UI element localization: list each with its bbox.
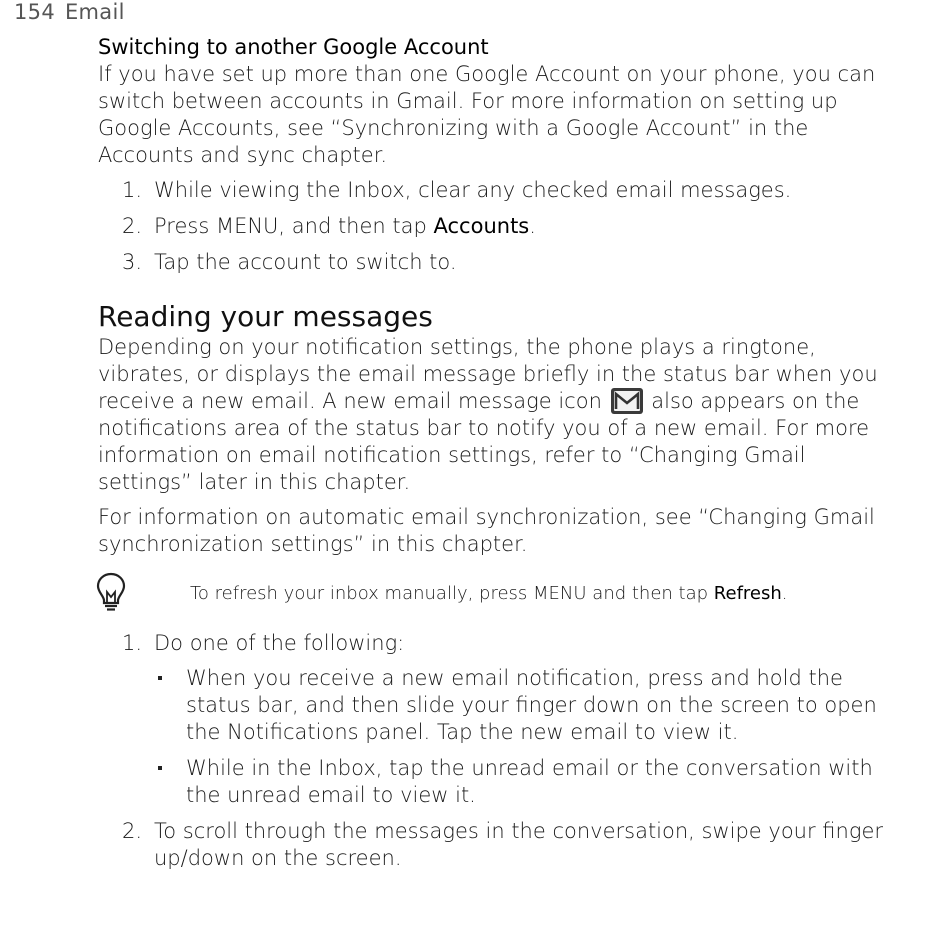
list-item <box>98 630 898 809</box>
step-text: While viewing the Inbox, clear any checked email messages. <box>154 178 792 202</box>
step-text: To scroll through the messages in the conversation, swipe your finger up/down on the screen. <box>154 819 883 870</box>
switching-steps <box>98 177 898 276</box>
list-item <box>98 818 898 872</box>
page-number: 154 <box>14 0 55 24</box>
step-number: 1. <box>122 631 143 655</box>
bullet-list <box>154 665 898 809</box>
bullet-item <box>154 665 898 746</box>
list-item <box>98 213 898 240</box>
accounts-label: Accounts <box>433 214 530 238</box>
step-text: Do one of the following: <box>154 631 405 655</box>
para1-text-before: Depending on your notification settings, the phone plays a ringtone, vibrates, or displays the email message briefly in the status bar when you receive a new email. A new email message icon <box>98 335 878 413</box>
bullet-marker <box>158 766 162 770</box>
step-number: 2. <box>122 214 143 238</box>
tip-text-before: To refresh your inbox manually, press MENU and then tap <box>190 583 714 604</box>
lightbulb-icon <box>96 572 126 619</box>
bullet-text: While in the Inbox, tap the unread email or the conversation with the unread email to view it. <box>186 756 873 807</box>
bullet-text: When you receive a new email notification, press and hold the status bar, and then slide your finger down on the screen to open the Notifications panel. Tap the new email to view it. <box>186 666 877 744</box>
list-item <box>98 177 898 204</box>
step-text: Press MENU, and then tap <box>154 214 434 238</box>
reading-para1 <box>98 334 898 496</box>
tip-text <box>190 572 898 606</box>
tip-text-end: . <box>781 583 788 604</box>
gmail-new-message-icon <box>611 388 643 414</box>
reading-title: Reading your messages <box>98 300 433 333</box>
switching-title: Switching to another Google Account <box>98 35 489 59</box>
step-number: 3. <box>122 250 143 274</box>
reading-steps <box>98 630 898 872</box>
tip-box <box>98 572 898 616</box>
section-name: Email <box>64 0 125 24</box>
step-text: Tap the account to switch to. <box>154 250 457 274</box>
refresh-label: Refresh <box>713 583 782 604</box>
para1-text-after: also appears on the notifications area of the status bar to notify you of a new email. For more information on email notification settings, refer to “Changing Gmail settings” later in this chapter. <box>98 389 870 494</box>
bullet-item <box>154 755 898 809</box>
step-number: 1. <box>122 178 143 202</box>
step-number: 2. <box>122 819 143 843</box>
list-item <box>98 249 898 276</box>
switching-intro: If you have set up more than one Google Account on your phone, you can switch between accounts in Gmail. For more information on setting up Google Accounts, see “Synchronizing with a Google Account” in the Accounts and sync chapter. <box>98 62 876 167</box>
page-header <box>14 0 135 24</box>
bullet-marker <box>158 676 162 680</box>
step-text-end: . <box>529 214 536 238</box>
reading-para2: For information on automatic email synchronization, see “Changing Gmail synchronization settings” in this chapter. <box>98 505 875 556</box>
page-content <box>98 34 898 881</box>
